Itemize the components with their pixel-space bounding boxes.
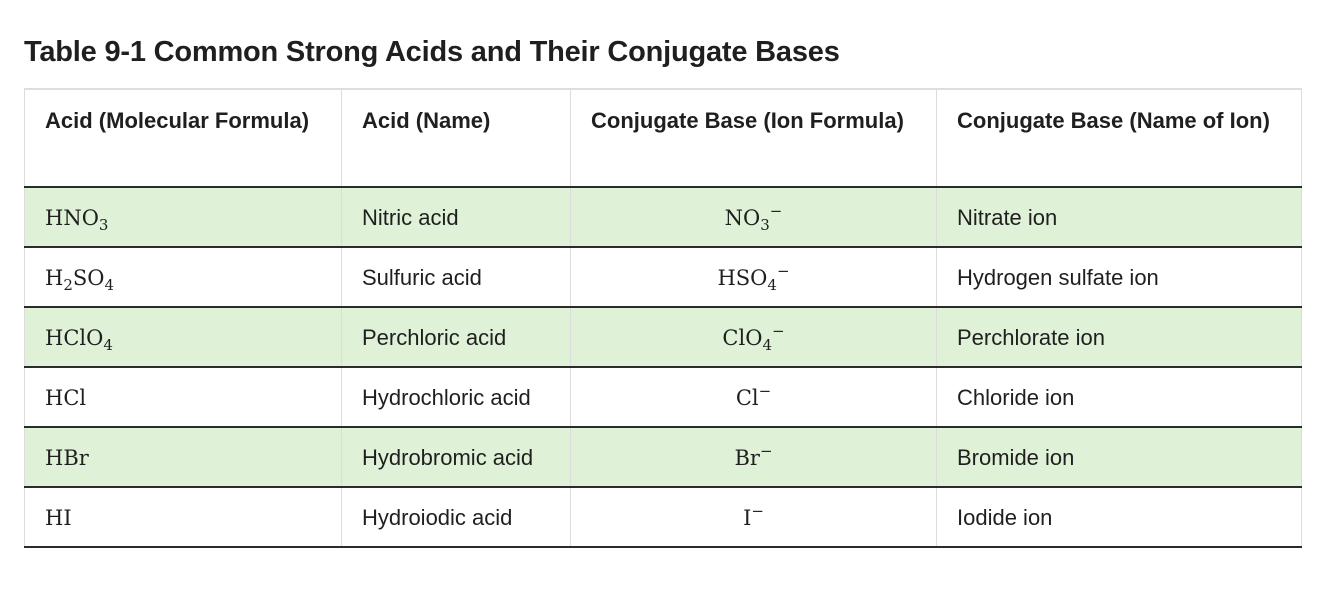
subscript: 4 — [762, 336, 772, 354]
superscript-charge: − — [751, 502, 764, 520]
formula-text: I — [743, 506, 752, 530]
table-row — [25, 307, 1302, 367]
table-row — [25, 367, 1302, 427]
base-formula-cell — [571, 427, 937, 487]
superscript-charge: − — [758, 382, 772, 400]
base-formula-cell — [571, 187, 937, 247]
acid-formula-cell — [25, 427, 342, 487]
formula-text: HI — [45, 506, 72, 530]
superscript-charge: − — [759, 442, 773, 460]
header-acid-name: Acid (Name) — [342, 89, 571, 187]
formula-text: HClO — [45, 326, 104, 350]
base-name-cell: Nitrate ion — [937, 187, 1302, 247]
subscript: 4 — [104, 276, 115, 294]
acid-formula-cell — [25, 367, 342, 427]
formula-text: Cl — [735, 386, 759, 410]
header-base-formula: Conjugate Base (Ion Formula) — [571, 89, 937, 187]
acid-formula-cell — [25, 247, 342, 307]
acid-name-cell: Nitric acid — [342, 187, 571, 247]
subscript: 3 — [98, 216, 109, 234]
base-formula-cell — [571, 307, 937, 367]
formula-text: HBr — [45, 446, 89, 470]
table-row — [25, 427, 1302, 487]
superscript-charge: − — [769, 202, 783, 220]
subscript: 2 — [63, 276, 73, 294]
subscript: 3 — [760, 216, 770, 234]
table-row — [25, 487, 1302, 547]
superscript-charge: − — [771, 322, 785, 340]
acid-formula-cell — [25, 307, 342, 367]
header-base-name: Conjugate Base (Name of Ion) — [937, 89, 1302, 187]
formula-text: HSO — [717, 266, 768, 290]
acid-formula-cell — [25, 487, 342, 547]
formula-text: H — [45, 266, 64, 290]
acid-name-cell: Hydrochloric acid — [342, 367, 571, 427]
table-caption: Table 9-1 Common Strong Acids and Their Conjugate Bases — [24, 36, 840, 68]
base-name-cell: Bromide ion — [937, 427, 1302, 487]
acid-name-cell: Hydroiodic acid — [342, 487, 571, 547]
subscript: 4 — [767, 276, 777, 294]
header-acid-formula: Acid (Molecular Formula) — [25, 89, 342, 187]
acid-formula-cell — [25, 187, 342, 247]
table-row — [25, 247, 1302, 307]
header-row — [25, 89, 1302, 187]
superscript-charge: − — [776, 262, 790, 280]
acid-name-cell: Perchloric acid — [342, 307, 571, 367]
strong-acids-table — [24, 88, 1302, 548]
base-name-cell: Chloride ion — [937, 367, 1302, 427]
table-row — [25, 187, 1302, 247]
formula-text: HNO — [45, 206, 99, 230]
formula-text: ClO — [722, 326, 763, 350]
subscript: 4 — [103, 336, 113, 354]
base-name-cell: Hydrogen sulfate ion — [937, 247, 1302, 307]
formula-text: HCl — [45, 386, 87, 410]
formula-text: NO — [724, 206, 761, 230]
base-formula-cell — [571, 487, 937, 547]
acid-name-cell: Sulfuric acid — [342, 247, 571, 307]
formula-text: SO — [72, 266, 105, 290]
formula-text: Br — [734, 446, 760, 470]
base-name-cell: Iodide ion — [937, 487, 1302, 547]
base-formula-cell — [571, 247, 937, 307]
base-formula-cell — [571, 367, 937, 427]
acid-name-cell: Hydrobromic acid — [342, 427, 571, 487]
base-name-cell: Perchlorate ion — [937, 307, 1302, 367]
